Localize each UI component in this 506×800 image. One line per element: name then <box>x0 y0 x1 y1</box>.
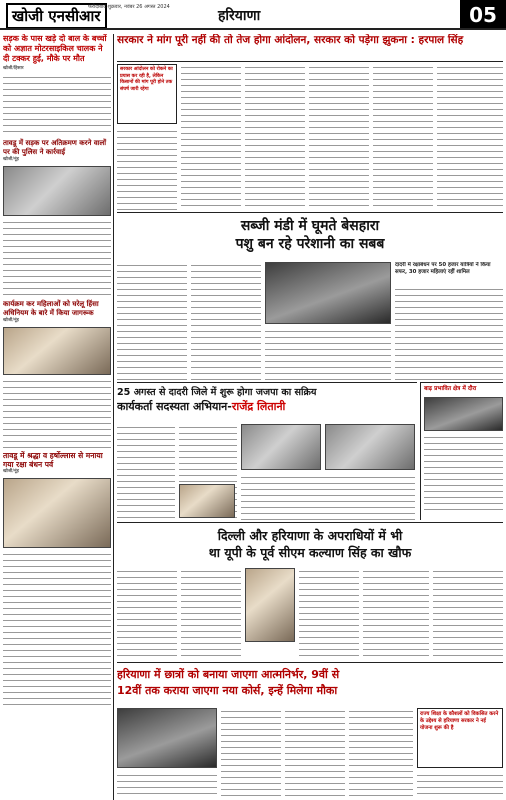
students-headline-2: 12वीं तक कराया जाएगा नया कोर्स, इन्हें मिलेगा मौका <box>117 684 338 697</box>
top-body-col-5 <box>373 64 433 210</box>
kalyan-col-3 <box>299 568 359 660</box>
mandi-headline-2: पशु बन रहे परेशानी का सबब <box>235 236 385 252</box>
mandi-col-4 <box>395 286 503 380</box>
kalyan-col-1 <box>117 568 177 660</box>
jjp-headline-2: कार्यकर्ता सदस्यता अभियान- <box>117 400 232 413</box>
kalyan-headline-2: था यूपी के पूर्व सीएम कल्याण सिंह का खौफ <box>208 545 412 560</box>
jjp-headline-highlight: राजेंद्र लितानी <box>231 400 286 413</box>
mandi-header <box>117 212 503 260</box>
jjp-body <box>117 424 417 520</box>
top-body-col-2 <box>181 64 241 210</box>
students-box-text: राज्य शिक्षा के कौशलों को विकसित करने के उद्देश्य से हरियाणा सरकार ने नई योजना शुरू की है <box>420 711 499 731</box>
top-body-col-1 <box>117 128 177 210</box>
jjp-sidebar <box>420 382 503 520</box>
students-header <box>117 662 503 706</box>
left-byline-4: खोजी/नूंह <box>3 469 19 474</box>
left-byline-3: खोजी/नूंह <box>3 318 19 323</box>
jjp-sidebar-photo <box>424 397 503 431</box>
left-byline-1: खोजी/हिसार <box>3 66 24 71</box>
jjp-inset-photo <box>179 484 235 518</box>
kalyan-col-5 <box>433 568 503 660</box>
jjp-headline-1: 25 अगस्त से दादरी जिले में शुरू होगा जजपा का सक्रिय <box>117 387 317 398</box>
jjp-sidebar-headline: बाढ़ प्रभावित क्षेत्र में दौरा <box>424 386 477 392</box>
students-col-4 <box>349 708 413 798</box>
left-photo-2 <box>3 327 111 375</box>
kalyan-body <box>117 568 503 660</box>
masthead <box>0 0 506 30</box>
left-column <box>3 34 111 800</box>
top-body-col-3 <box>245 64 305 210</box>
left-photo-3 <box>3 478 111 548</box>
left-headline-2: तावडू में सड़क पर अतिक्रमण करने वालों पर की पुलिस ने कार्रवाई <box>3 139 107 156</box>
jjp-col-1 <box>117 424 175 520</box>
top-story-headline: सरकार ने मांग पूरी नहीं की तो तेज होगा आंदोलन, सरकार को पड़ेगा झुकना : हरपाल सिंह <box>117 34 464 46</box>
left-headline-3: कार्यक्रम कर महिलाओं को घरेलू हिंसा अधिनियम के बारे में किया जागरूक <box>3 300 99 317</box>
students-col-2 <box>221 708 281 798</box>
section-title: हरियाणा <box>218 8 261 24</box>
left-body-4 <box>3 551 111 706</box>
students-col-5 <box>417 772 503 798</box>
left-headline-1: सड़क के पास खड़े दो बाल के बच्चों को अज्ञात मोटरसाइकिल चालक ने दी टक्कर हुई, मौके पर मौत <box>3 34 107 63</box>
students-photo <box>117 708 217 768</box>
students-boxed <box>417 708 503 768</box>
jjp-photo-1 <box>241 424 321 470</box>
top-story-body <box>117 64 503 210</box>
mandi-photo <box>265 262 391 324</box>
left-headline-4: तावडू में श्रद्धा व हर्षोल्लास से मनाया गया रक्षा बंधन पर्व <box>3 451 103 469</box>
students-headline-1: हरियाणा में छात्रों को बनाया जाएगा आत्मनिर्भर, 9वीं से <box>117 668 340 681</box>
kalyan-photo <box>245 568 295 642</box>
top-body-col-4 <box>309 64 369 210</box>
mandi-headline-1: सब्जी मंडी में घूमते बेसहारा <box>240 218 380 234</box>
jjp-headline-2-row <box>117 399 417 414</box>
top-body-col-6 <box>437 64 503 210</box>
column-divider <box>113 34 114 800</box>
mandi-col-2 <box>191 262 261 380</box>
jjp-photo-2 <box>325 424 415 470</box>
mandi-col-3 <box>265 328 391 380</box>
mandi-sidebar-caption <box>395 262 503 284</box>
students-body <box>117 708 503 798</box>
left-body-3 <box>3 378 111 448</box>
top-story-header <box>117 34 503 62</box>
students-col-1 <box>117 772 217 798</box>
jjp-sidebar-body <box>424 434 503 510</box>
left-body-1 <box>3 74 111 136</box>
page-number: 05 <box>460 0 506 30</box>
mandi-caption-text: दादरी में रक्षाबंधन पर 50 हजार यात्रियों ने किया सफर, 30 हजार महिलाएं रहीं शामिल <box>395 262 491 275</box>
left-photo-1 <box>3 166 111 216</box>
jjp-col-3 <box>241 474 415 520</box>
pullquote-text: सरकार आंदोलन को रोकने का प्रयास कर रही है, लेकिन किसानों की मांग पूरी होने तक संघर्ष जारी रहेगा <box>120 67 173 92</box>
mandi-col-1 <box>117 262 187 380</box>
issue-meta: फरीदाबाद शुक्रवार, नवंबर 26 अगस्त 2024 <box>88 4 170 10</box>
students-col-3 <box>285 708 345 798</box>
kalyan-headline-1: दिल्ली और हरियाणा के अपराधियों में भी <box>217 528 403 543</box>
kalyan-header <box>117 522 503 566</box>
jjp-header <box>117 382 417 422</box>
kalyan-col-4 <box>363 568 429 660</box>
newspaper-name: खोजी एनसीआर <box>6 3 107 29</box>
kalyan-col-2 <box>181 568 241 660</box>
left-byline-2: खोजी/नूंह <box>3 157 19 162</box>
left-body-2 <box>3 219 111 297</box>
mandi-body <box>117 262 503 380</box>
top-story-pullquote <box>117 64 177 124</box>
